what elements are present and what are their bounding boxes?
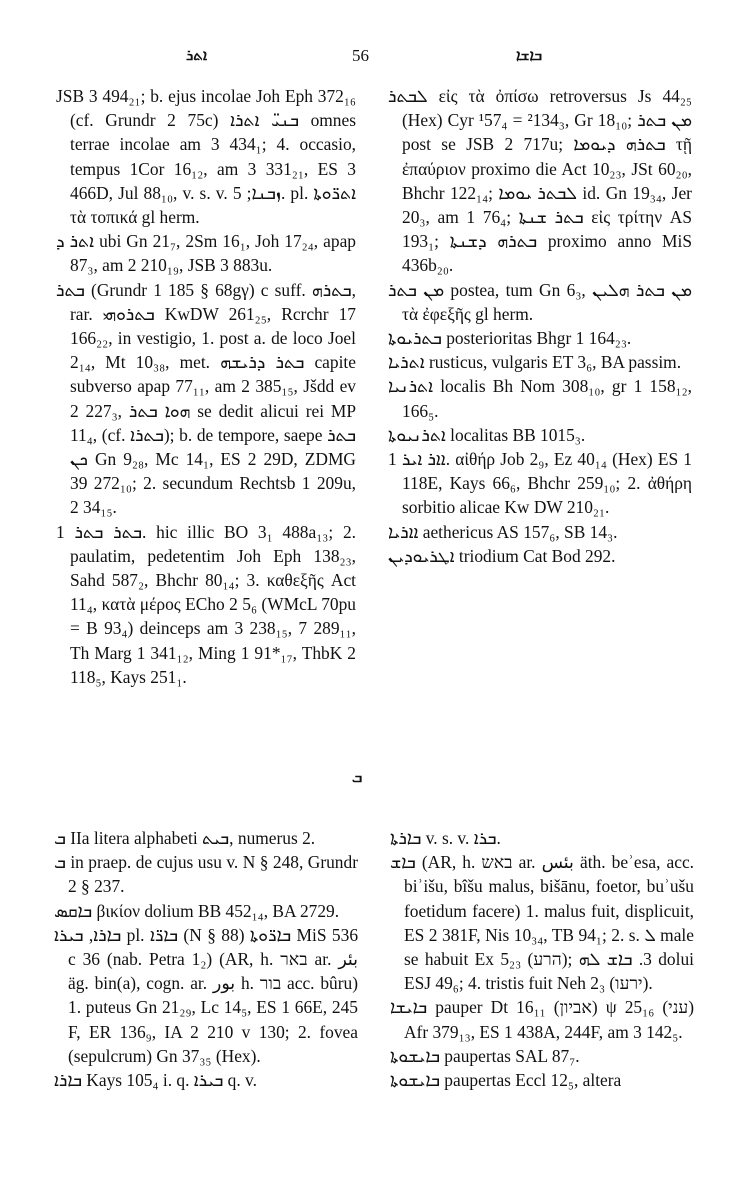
entry: ܐܐܪܝܐ aethericus AS 157₆, SB 14₃. xyxy=(388,521,618,542)
page-number: 56 xyxy=(352,46,369,65)
section-letter: ܒ xyxy=(352,768,363,786)
entry: ܒܐܪܐ, ܒܝܪܐ pl. ܒܐܪ̈ܐ (N § 88) ܒܐܪ̈ܘܬܐ MiS 536 c 36 (nab. Petra 1₂) (AR, h. באר ar. بئر äg. bin(a), cogn. ar. بور h. בור acc. bûru) 1. puteus Gn 21₂₉, Lc 14₅, ES 1 66E, 245 F, ER 136₉, IA 2 210 v 130; 2. fovea (sepulcrum) Gn 37₃₅ (Hex). xyxy=(54,924,359,1066)
entry: ܒܐܝܫܘܬܐ paupertas SAL 87₇. xyxy=(390,1045,580,1066)
entry: ܒܬܪ ܒܬܪ 1. hic illic BO 3₁ 488a₁₃; 2. paulatim, pedetentim Joh Eph 138₂₃, Sahd 587₂, Bhchr 80₁₄; 3. καθεξῆς Act 11₄, κατὰ μέρος ECho 2 5₆ (WMcL 70pu = B 93₄) deinceps am 3 238₁₅, 7 289₁₁, Th Marg 1 341₁₂, Ming 1 91*₁₇, ThbK 2 118₅, Kays 251₁. xyxy=(56,521,356,687)
bottom-left-column xyxy=(54,826,358,1092)
entry: ܒ IIa litera alphabeti ܒܝܬ, numerus 2. xyxy=(54,828,316,848)
running-head-right: ܒܐܫܐ xyxy=(516,46,543,64)
top-left-column xyxy=(56,84,356,689)
entry: ܒ in praep. de cujus usu v. N § 248, Grundr 2 § 237. xyxy=(54,852,358,897)
entry: ܐܬܪܢܝܐ localis Bh Nom 308₁₀, gr 1 158₁₂, 166₅. xyxy=(388,376,692,421)
entry: ܒܬܪܝܘܬܐ posterioritas Bhgr 1 164₂₃. xyxy=(388,328,632,349)
entry: ܒܐܪܬܐ v. s. v. ܒܪܐ. xyxy=(390,828,501,848)
entry: ܠܒܬܪ εἰς τὰ ὀπίσω retroversus Js 44₂₅ (Hex) Cyr ¹57₄ = ²134₃, Gr 18₁₀; ܡܢ ܒܬܪ post se JSB 2 717u; ܒܬܪܗ ܕܝܘܡܐ τῇ ἐπαύριον proximo die Act 10₂₃, JSt 60₂₀, Bhchr 122₁₄; ܠܒܬܪ ܝܘܡܐ id. Gn 19₃₄, Jer 20₃, am 1 76₄; ܒܬܪ ܫܢܬܐ εἰς τρίτην AS 193₁; ܒܬܪܗ ܕܫܢܬܐ proximo anno MiS 436b₂₀. xyxy=(388,86,693,276)
entry: ܒܐܪܐ Kays 105₄ i. q. ܒܝܪܐ q. v. xyxy=(54,1070,257,1091)
entry: JSB 3 494₂₁; b. ejus incolae Joh Eph 372₁₆ (cf. Grundr 2 75c) ܒܢܝ̈ ܐܬܪܐ omnes terrae incolae am 3 434₁; 4. occasio, tempus 1Cor 16₁₂, am 3 331₂₁, ES 3 466D, Jul 88₁₀, v. s. v. ܙܒܢܐ; 5. pl. ܐܬܪ̈ܘܬܐ τὰ τοπικά gl herm. xyxy=(56,86,357,228)
entry: ܐܬܪܢܝܘܬܐ localitas BB 1015₃. xyxy=(388,424,586,445)
entry: ܒܬܪ (Grundr 1 185 § 68gγ) c suff. ܒܬܪܗ, rar. ܒܬܪܘܗܝ KwDW 261₂₅, Rcrchr 17 166₂₂, in vestigio, 1. post a. de loco Joel 2₁₄, Mt 10₃₈, met. ܒܬܪ ܕܪܝܫܗ capite subverso apap 77₁₁, am 2 385₁₅, Jšdd ev 2 227₃, ܗܘܐ ܒܬܪ se dedit alicui rei MP 11₄, (cf. ܒܬܪܐ); b. de tempore, saepe ܒܬܪ ܟܢ Gn 9₂₈, Mc 14₁, ES 2 29D, ZDMG 39 272₁₀; 2. secundum Rechtsb 1 209u, 2 34₁₅. xyxy=(56,279,357,518)
entry: ܒܐܝܫܘܬܐ paupertas Eccl 12₅, altera xyxy=(390,1070,622,1091)
entry: ܐܛܪܝܘܕܝܢ triodium Cat Bod 292. xyxy=(388,545,616,566)
entry: ܐܬܪ ܕ ubi Gn 21₇, 2Sm 16₁, Joh 17₂₄, apap 87₃, am 2 210₁₉, JSB 3 883u. xyxy=(56,231,356,276)
bottom-right-column xyxy=(390,826,694,1092)
entry: ܡܢ ܒܬܪ postea, tum Gn 6₃, ܡܢ ܒܬܪ ܗܠܝܢ τὰ ἐφεξῆς gl herm. xyxy=(388,279,692,324)
entry: ܒܐܫ (AR, h. באש ar. بئس äth. beʾesa, acc. biʾišu, bîšu malus, bišānu, foetor, buʾušu foetidum facere) 1. malus fuit, displicuit, ES 2 381F, Nis 10₃₄, TB 94₁; 2. s. ܠ male se habuit Ex 5₂₃ (הרע); 3. ܒܐܫ ܠܗ dolui ESJ 49₆; 4. tristis fuit Neh 2₃ (ירעו). xyxy=(390,852,695,994)
entry: ܒܐܝܫܐ pauper Dt 16₁₁ (אביון) ψ 25₁₆ (עני) Afr 379₁₃, ES 1 438A, 244F, am 3 142₅. xyxy=(390,997,695,1042)
entry: ܐܬܪܝܐ rusticus, vulgaris ET 3₆, BA passim. xyxy=(388,352,682,373)
top-right-column xyxy=(388,84,692,568)
entry: ܒܐܩܣ βικίον dolium BB 452₁₄, BA 2729. xyxy=(54,900,340,921)
entry: ܐܐܪ ܐܝܪ 1. αἰθήρ Job 2₉, Ez 40₁₄ (Hex) ES 1 118E, Kays 66₆, Bhchr 259₁₀; 2. ἀθήρη sorbitio alicae Kw DW 210₂₁. xyxy=(388,449,692,518)
running-head-left: ܐܬܪ xyxy=(186,46,208,64)
